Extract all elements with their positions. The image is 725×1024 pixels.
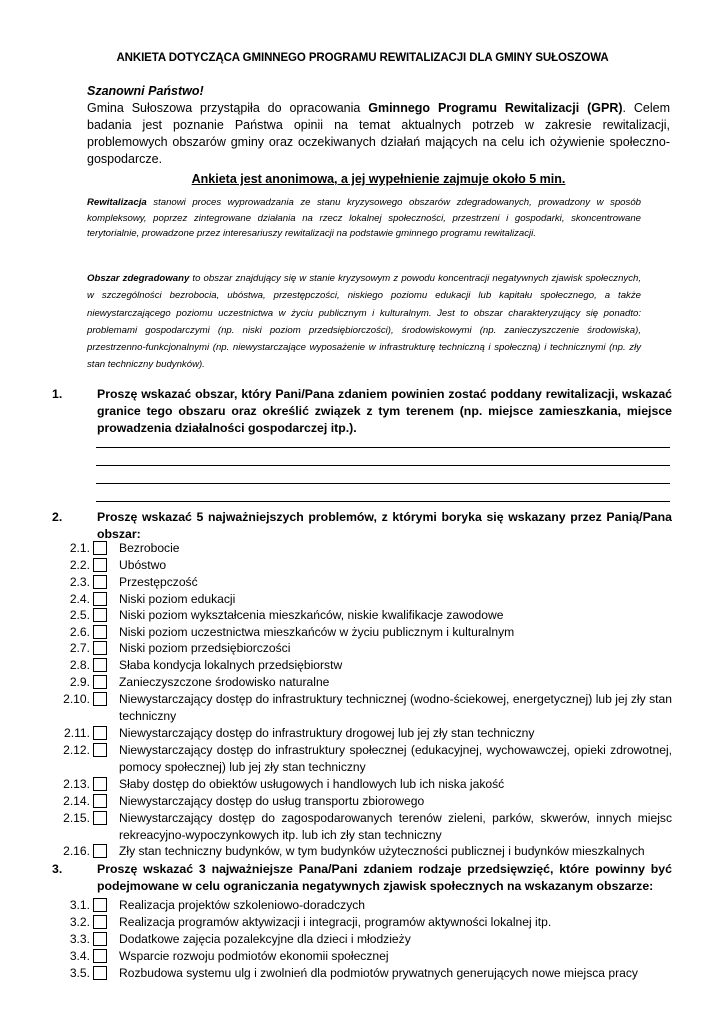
checkbox[interactable] <box>93 541 107 555</box>
option-number: 2.12. <box>63 743 90 757</box>
option-label: Słaby dostęp do obiektów usługowych i handlowych lub ich niska jakość <box>119 777 505 791</box>
option-2-2 <box>0 557 680 574</box>
question-3 <box>52 861 672 895</box>
option-2-6 <box>0 624 680 641</box>
question-text: Proszę wskazać 5 najważniejszych problemów, z którymi boryka się wskazany przez Panią/Pana obszar: <box>97 510 672 541</box>
option-number: 3.4. <box>69 949 90 963</box>
option-number: 3.1. <box>69 898 90 912</box>
answer-line-2[interactable] <box>96 465 670 466</box>
option-label: Wsparcie rozwoju podmiotów ekonomii społecznej <box>119 949 389 963</box>
anonymous-note: Ankieta jest anonimowa, a jej wypełnienie zajmuje około 5 min. <box>191 172 566 186</box>
checkbox[interactable] <box>93 898 107 912</box>
checkbox[interactable] <box>93 966 107 980</box>
option-2-15 <box>0 810 680 844</box>
option-number: 3.3. <box>69 932 90 946</box>
option-label: Realizacja programów aktywizacji i integracji, programów aktywności lokalnej itp. <box>119 915 552 929</box>
checkbox[interactable] <box>93 641 107 655</box>
option-3-5 <box>0 965 680 982</box>
option-number: 2.14. <box>63 794 90 808</box>
answer-line-1[interactable] <box>96 447 670 448</box>
option-2-8 <box>0 657 680 674</box>
option-number: 2.2. <box>69 558 90 572</box>
option-label: Zły stan techniczny budynków, w tym budynków użyteczności publicznej i budynków mieszkalnych <box>119 844 645 858</box>
option-number: 3.2. <box>69 915 90 929</box>
checkbox[interactable] <box>93 915 107 929</box>
option-number: 2.3. <box>69 575 90 589</box>
question-text: Proszę wskazać 3 najważniejsze Pana/Pani zdaniem rodzaje przedsięwzięć, które powinny być podejmowane w celu ograniczania negatywnych zjawisk społecznych na wskazanym obszarze: <box>97 862 672 893</box>
intro-paragraph <box>87 100 670 168</box>
option-number: 2.7. <box>69 641 90 655</box>
checkbox[interactable] <box>93 692 107 706</box>
definition-text: stanowi proces wyprowadzania ze stanu kryzysowego obszarów zdegradowanych, prowadzony w sposób kompleksowy, poprzez zintegrowane działania na rzecz lokalnej społeczności, przestrzeni i gospodarki, skoncentrowane terytorialnie, prowadzone przez interesariuszy rewitalizacji na podstawie gminnego programu rewitalizacji. <box>87 197 641 239</box>
option-label: Niewystarczający dostęp do infrastruktury drogowej lub jej zły stan techniczny <box>119 726 535 740</box>
question-number: 1. <box>52 387 63 401</box>
checkbox[interactable] <box>93 932 107 946</box>
option-label: Niewystarczający dostęp do infrastruktury społecznej (edukacyjnej, wychowawczej, opieki zdrowotnej, pomocy społecznej) lub jej zły stan techniczny <box>119 743 672 774</box>
checkbox[interactable] <box>93 949 107 963</box>
checkbox[interactable] <box>93 658 107 672</box>
greeting: Szanowni Państwo! <box>87 84 204 98</box>
option-3-4 <box>0 948 680 965</box>
option-number: 2.5. <box>69 608 90 622</box>
option-number: 2.10. <box>63 692 90 706</box>
option-3-2 <box>0 914 680 931</box>
option-2-3 <box>0 574 680 591</box>
option-label: Niski poziom wykształcenia mieszkańców, niskie kwalifikacje zawodowe <box>119 608 504 622</box>
option-number: 2.16. <box>63 844 90 858</box>
option-label: Dodatkowe zajęcia pozalekcyjne dla dzieci i młodzieży <box>119 932 411 946</box>
option-2-4 <box>0 591 680 608</box>
option-label: Realizacja projektów szkoleniowo-doradczych <box>119 898 366 912</box>
option-2-13 <box>0 776 680 793</box>
option-2-10 <box>0 691 680 725</box>
option-label: Niski poziom uczestnictwa mieszkańców w życiu publicznym i kulturalnym <box>119 625 515 639</box>
checkbox[interactable] <box>93 592 107 606</box>
option-label: Niewystarczający dostęp do zagospodarowanych terenów zieleni, parków, skwerów, innych miejsc rekreacyjno-wypoczynkowych itp. lub ich zły stan techniczny <box>119 811 672 842</box>
option-number: 2.13. <box>63 777 90 791</box>
option-label: Przestępczość <box>119 575 198 589</box>
definition-term: Obszar zdegradowany <box>87 273 190 284</box>
option-number: 3.5. <box>69 966 90 980</box>
definition-term: Rewitalizacja <box>87 197 147 208</box>
definition-obszar <box>87 270 641 374</box>
option-label: Niewystarczający dostęp do usług transportu zbiorowego <box>119 794 425 808</box>
option-label: Słaba kondycja lokalnych przedsiębiorstw <box>119 658 343 672</box>
checkbox[interactable] <box>93 675 107 689</box>
option-2-7 <box>0 640 680 657</box>
option-2-16 <box>0 843 680 860</box>
option-2-1 <box>0 540 680 557</box>
question-number: 3. <box>52 862 63 876</box>
option-number: 2.9. <box>69 675 90 689</box>
checkbox[interactable] <box>93 558 107 572</box>
option-label: Rozbudowa systemu ulg i zwolnień dla podmiotów prywatnych generujących nowe miejsca pracy <box>119 966 638 980</box>
checkbox[interactable] <box>93 608 107 622</box>
option-number: 2.4. <box>69 592 90 606</box>
answer-line-3[interactable] <box>96 483 670 484</box>
question-number: 2. <box>52 510 63 524</box>
option-number: 2.8. <box>69 658 90 672</box>
question-2 <box>52 509 672 543</box>
option-label: Zanieczyszczone środowisko naturalne <box>119 675 330 689</box>
option-label: Ubóstwo <box>119 558 167 572</box>
page-title: ANKIETA DOTYCZĄCA GMINNEGO PROGRAMU REWITALIZACJI DLA GMINY SUŁOSZOWA <box>116 52 609 64</box>
option-label: Bezrobocie <box>119 541 180 555</box>
option-number: 2.15. <box>63 811 90 825</box>
question-1 <box>52 386 672 437</box>
option-number: 2.11. <box>64 726 90 740</box>
checkbox[interactable] <box>93 777 107 791</box>
intro-program-name: Gminnego Programu Rewitalizacji (GPR) <box>368 101 623 115</box>
option-number: 2.6. <box>69 625 90 639</box>
checkbox[interactable] <box>93 625 107 639</box>
option-2-12 <box>0 742 680 776</box>
checkbox[interactable] <box>93 844 107 858</box>
option-2-5 <box>0 607 680 624</box>
question-text: Proszę wskazać obszar, który Pani/Pana zdaniem powinien zostać poddany rewitalizacji, wskazać granice tego obszaru oraz określić związek z tym terenem (np. miejsce zamieszkania, miejsce prowadzenia działalności gospodarczej itp.). <box>97 387 672 435</box>
intro-text-end: . Celem badania jest poznanie Państwa opinii na temat aktualnych potrzeb w zakresie rewitalizacji, problemowych obszarów gminy oraz oczekiwanych działań mających na celu ich ożywienie społeczno-gospodarcze. <box>87 101 670 166</box>
option-3-3 <box>0 931 680 948</box>
option-label: Niewystarczający dostęp do infrastruktury technicznej (wodno-ściekowej, energetycznej) lub jej zły stan techniczny <box>119 692 672 723</box>
option-number: 2.1. <box>69 541 90 555</box>
option-2-9 <box>0 674 680 691</box>
option-2-14 <box>0 793 680 810</box>
checkbox[interactable] <box>93 726 107 740</box>
checkbox[interactable] <box>93 811 107 825</box>
answer-line-4[interactable] <box>96 501 670 502</box>
checkbox[interactable] <box>93 743 107 757</box>
option-label: Niski poziom przedsiębiorczości <box>119 641 291 655</box>
definition-text: to obszar znajdujący się w stanie kryzysowym z powodu koncentracji negatywnych zjawisk społecznych, w szczególności bezrobocia, ubóstwa, przestępczości, niskiego poziomu edukacji lub kapitału społecznego, a także niewystarczającego poziomu uczestnictwa w życiu publicznym i kulturalnym. Jest to obszar charakteryzujący się ponadto: problemami gospodarczymi (np. niski poziom przedsiębiorczości), środowiskowymi (np. zanieczyszczenie środowiska), przestrzenno-funkcjonalnymi (np. niewystarczające wyposażenie w infrastrukturę techniczną i społeczną) i technicznymi (np. zły stan techniczny budynków). <box>87 273 642 371</box>
intro-text-start: Gmina Sułoszowa przystąpiła do opracowania <box>87 101 369 115</box>
checkbox[interactable] <box>93 575 107 589</box>
option-3-1 <box>0 897 680 914</box>
option-label: Niski poziom edukacji <box>119 592 236 606</box>
checkbox[interactable] <box>93 794 107 808</box>
option-2-11 <box>0 725 680 742</box>
definition-rewitalizacja <box>87 195 641 242</box>
